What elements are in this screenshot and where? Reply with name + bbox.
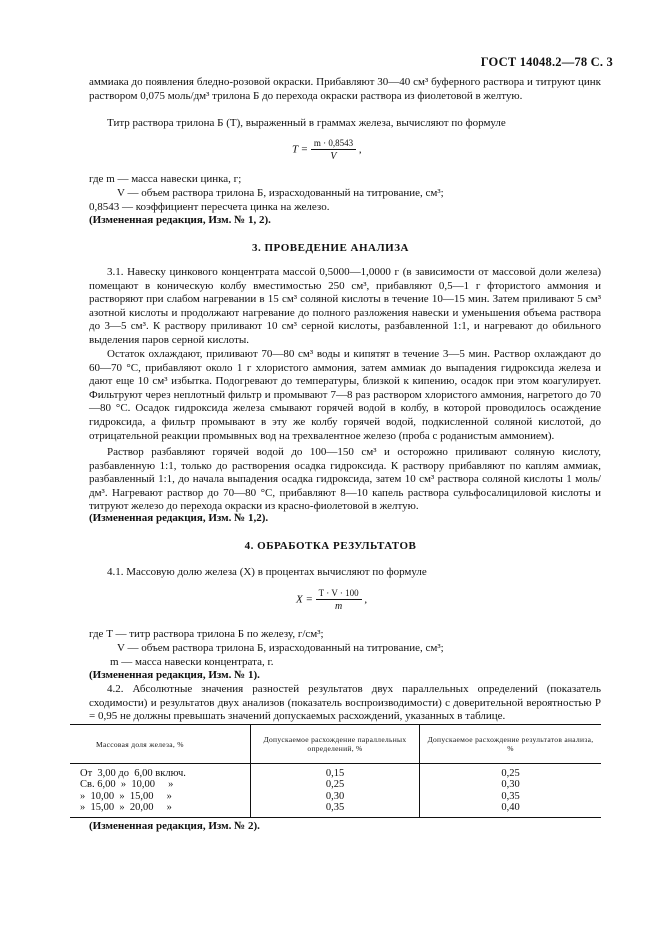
where-line-2c: m — масса навески концентрата, г. — [110, 656, 274, 668]
section-4-title: 4. ОБРАБОТКА РЕЗУЛЬТАТОВ — [244, 540, 417, 552]
table-header-row — [70, 725, 601, 764]
formula-iron-fraction-box — [316, 588, 362, 612]
formula-titer-numerator: m · 0,8543 — [311, 138, 356, 150]
paragraph-intro-2: Титр раствора трилона Б (T), выраженный в граммах железа, вычисляют по формуле — [107, 117, 506, 129]
formula-iron-lhs: X = — [296, 593, 313, 606]
table-cell-range: » 15,00 » 20,00 » — [70, 802, 251, 817]
edit-note-1: (Измененная редакция, Изм. № 1, 2). — [89, 214, 271, 226]
formula-titer-tail: , — [358, 143, 362, 156]
table-header-parallel: Допускаемое расхождение параллельных определений, % — [251, 725, 420, 764]
table-cell-analysis: 0,30 — [420, 779, 602, 790]
table-cell-range: » 10,00 » 15,00 » — [80, 790, 172, 802]
table-cell-range: Св. 6,00 » 10,00 » — [80, 779, 174, 791]
table-cell-range: От 3,00 до 6,00 включ. — [80, 768, 186, 779]
table-cell-analysis: 0,40 — [420, 802, 602, 817]
formula-titer-fraction — [311, 138, 356, 162]
edit-note-2: (Измененная редакция, Изм. № 1,2). — [89, 512, 269, 524]
formula-iron-numerator: T · V · 100 — [316, 588, 362, 600]
table-row — [70, 779, 601, 790]
where-line-2b: V — объем раствора трилона Б, израсходованный на титрование, см³; — [117, 642, 444, 654]
table-row — [70, 764, 601, 780]
table-row — [70, 802, 601, 817]
formula-titer-lhs: T = — [292, 143, 309, 156]
table-cell-analysis: 0,35 — [420, 791, 602, 802]
edit-note-4: (Измененная редакция, Изм. № 2). — [89, 820, 260, 832]
formula-titer — [292, 138, 362, 162]
paragraph-3-2: Остаток охлаждают, приливают 70—80 см³ воды и кипятят в течение 3—5 мин. Раствор охлаждают до 60—70 °С, прибавляют около 1 г хлористого аммония, затем аммиак до выпадения гидроксида железа и дают еще 10 см³ избытка. Подогревают до температуры, близкой к кипению, осадок при этом коагулирует. Фильтруют через неплотный фильтр и промывают 7—8 раз раствором хлористого аммония, нагретого до 70—80 °С. Осадок гидроксида железа смывают горячей водой в колбу, в которой проводилось осаждение гидроксида, а фильтр промывают в эту же колбу горячей водой, подкисленной соляной кислотой, до отрицательной реакции промывных вод на трехвалентное железо (проба с роданистым аммонием). — [89, 348, 601, 442]
formula-iron-denominator: m — [335, 601, 343, 612]
table-cell-parallel: 0,30 — [251, 791, 420, 802]
edit-note-3: (Измененная редакция, Изм. № 1). — [89, 669, 260, 681]
table-cell-parallel: 0,25 — [251, 779, 420, 790]
formula-iron-tail: , — [364, 593, 368, 606]
paragraph-3-3: Раствор разбавляют горячей водой до 100—150 см³ и осторожно приливают соляную кислоту, разбавленную 1:1, только до растворения осадка гидроксида. К раствору прибавляют по каплям аммиак, разбавленный 1:1, до начала выпадения осадка гидроксида, затем 10 см³ раствора соляной кислоты 1 моль/дм³. Нагревают раствор до 70—80 °С, прибавляют 8—10 капель раствора сульфосалициловой кислоты и титруют железо до перехода окраски из красно-фиолетовой в желтую. — [89, 446, 601, 513]
page-header: ГОСТ 14048.2—78 С. 3 — [480, 55, 613, 69]
paragraph-3-1: 3.1. Навеску цинкового концентрата массой 0,5000—1,0000 г (в зависимости от массовой доли железа) помещают в коническую колбу вместимостью 250 см³, прибавляют 0,5—1 г фтористого аммония и растворяют при слабом нагревании в 15 см³ соляной кислоты в течение 10—15 мин. Затем приливают 5 см³ азотной кислоты и продолжают нагревание до полного разложения навески и уменьшения объема раствора до 3—5 см³. К раствору приливают 10 см³ серной кислоты, разбавленной 1:1, и нагревают до обильного выделения паров серной кислоты. — [89, 266, 601, 346]
tolerance-table — [70, 724, 601, 818]
table-row — [70, 791, 601, 802]
table-cell-parallel: 0,15 — [251, 764, 420, 780]
where-line-2a: где T — титр раствора трилона Б по железу, г/см³; — [89, 628, 324, 640]
paragraph-intro-1: аммиака до появления бледно-розовой окраски. Прибавляют 30—40 см³ буферного раствора и титруют цинк раствором 0,075 моль/дм³ трилона Б до перехода окраски раствора из фиолетовой в желтую. — [89, 76, 601, 102]
paragraph-4-2: 4.2. Абсолютные значения разностей результатов двух параллельных определений (показатель сходимости) и результатов двух анализов (показатель воспроизводимости) с доверительной вероятностью P = 0,95 не должны превышать значений допускаемых расхождений, указанных в таблице. — [89, 683, 601, 723]
where-line-1a: где m — масса навески цинка, г; — [89, 173, 242, 185]
table-header-mass-fraction: Массовая доля железа, % — [70, 725, 251, 764]
formula-iron-fraction — [296, 588, 367, 612]
formula-titer-denominator: V — [330, 151, 337, 162]
where-line-1c: 0,8543 — коэффициент пересчета цинка на железо. — [89, 201, 330, 213]
where-line-1b: V — объем раствора трилона Б, израсходованный на титрование, см³; — [117, 187, 444, 199]
paragraph-4-1: 4.1. Массовую долю железа (X) в процентах вычисляют по формуле — [107, 566, 427, 578]
table-cell-parallel: 0,35 — [251, 802, 420, 817]
table-cell-analysis: 0,25 — [420, 764, 602, 780]
table-header-analysis: Допускаемое расхождение результатов анализа, % — [420, 725, 602, 764]
section-3-title: 3. ПРОВЕДЕНИЕ АНАЛИЗА — [252, 242, 409, 254]
